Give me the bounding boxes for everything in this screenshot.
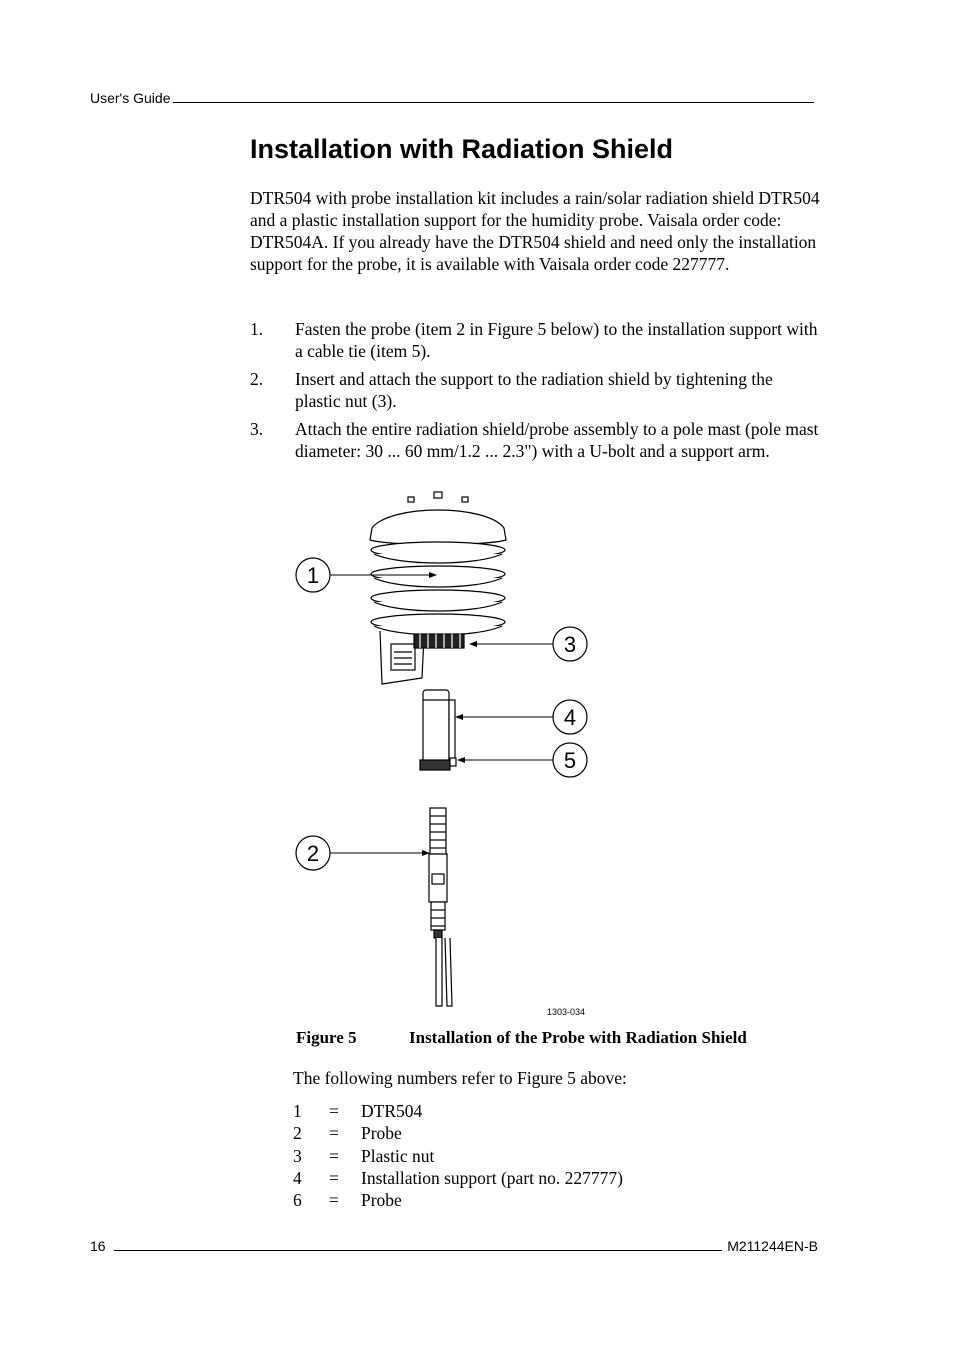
- svg-text:1: 1: [306, 563, 320, 588]
- figure-caption-title: Installation of the Probe with Radiation Shield: [409, 1028, 747, 1047]
- section-title: Installation with Radiation Shield: [250, 134, 674, 164]
- footer-rule: [114, 1250, 723, 1251]
- legend-label: Installation support (part no. 227777): [361, 1167, 623, 1188]
- legend-item: [293, 1167, 623, 1189]
- legend-number: 1: [293, 1101, 302, 1121]
- legend-item: [293, 1100, 623, 1122]
- legend-label: DTR504: [361, 1101, 423, 1121]
- legend-label: Probe: [361, 1190, 402, 1211]
- probe-drawing: [429, 808, 452, 1006]
- header-rule: [173, 102, 814, 103]
- callout-5: [553, 743, 587, 777]
- radiation-shield-drawing: [370, 492, 506, 684]
- legend-number: 4: [293, 1167, 302, 1188]
- legend-equals: =: [329, 1167, 339, 1188]
- legend-equals: =: [329, 1101, 339, 1121]
- svg-text:5: 5: [563, 748, 577, 773]
- installation-support-drawing: [420, 690, 456, 770]
- legend-equals: =: [329, 1190, 339, 1211]
- callout-2: [296, 836, 330, 870]
- legend-item: [293, 1189, 623, 1211]
- legend-number: 3: [293, 1145, 302, 1166]
- svg-text:3: 3: [563, 632, 577, 657]
- figure-caption: [296, 1028, 747, 1048]
- legend-number: 6: [293, 1190, 302, 1211]
- reference-intro: The following numbers refer to Figure 5 above:: [293, 1068, 627, 1088]
- legend-number: 2: [293, 1123, 302, 1144]
- step-item: [250, 418, 820, 462]
- figure-caption-number: Figure 5: [296, 1028, 357, 1047]
- header-title: User's Guide: [90, 90, 171, 106]
- step-text: Insert and attach the support to the radiation shield by tightening the plastic nut (3).: [295, 369, 773, 411]
- figure-legend: [293, 1100, 623, 1211]
- step-text: Fasten the probe (item 2 in Figure 5 below) to the installation support with a cable tie (item 5).: [295, 319, 818, 361]
- svg-text:4: 4: [563, 705, 577, 730]
- svg-text:2: 2: [306, 841, 320, 866]
- installation-figure: [290, 486, 610, 1021]
- step-number: 3.: [250, 419, 264, 439]
- step-item: [250, 368, 820, 412]
- callout-3: [553, 627, 587, 661]
- step-item: [250, 318, 820, 362]
- legend-label: Plastic nut: [361, 1145, 435, 1166]
- legend-label: Probe: [361, 1123, 402, 1144]
- page-number: 16: [90, 1238, 106, 1254]
- step-number: 2.: [250, 369, 264, 389]
- legend-equals: =: [329, 1123, 339, 1144]
- page-header: [90, 90, 814, 106]
- step-number: 1.: [250, 319, 264, 339]
- step-text: Attach the entire radiation shield/probe assembly to a pole mast (pole mast diameter: 30 ... 60 mm/1.2 ... 2.3") with a U-bolt and a support arm.: [295, 419, 819, 461]
- legend-item: [293, 1145, 623, 1167]
- intro-paragraph: DTR504 with probe installation kit includes a rain/solar radiation shield DTR504 and a plastic installation support for the humidity probe. Vaisala order code: DTR504A. If you already have the DTR504 shield and need only the installation support for the probe, it is available with Vaisala order code 227777.: [250, 188, 820, 274]
- callout-4: [553, 700, 587, 734]
- installation-steps: [250, 318, 820, 468]
- figure-code: 1303-034: [547, 1007, 586, 1017]
- document-code: M211244EN-B: [727, 1238, 818, 1254]
- page-footer: [90, 1238, 818, 1254]
- legend-item: [293, 1122, 623, 1144]
- legend-equals: =: [329, 1145, 339, 1166]
- callout-1: [296, 558, 330, 592]
